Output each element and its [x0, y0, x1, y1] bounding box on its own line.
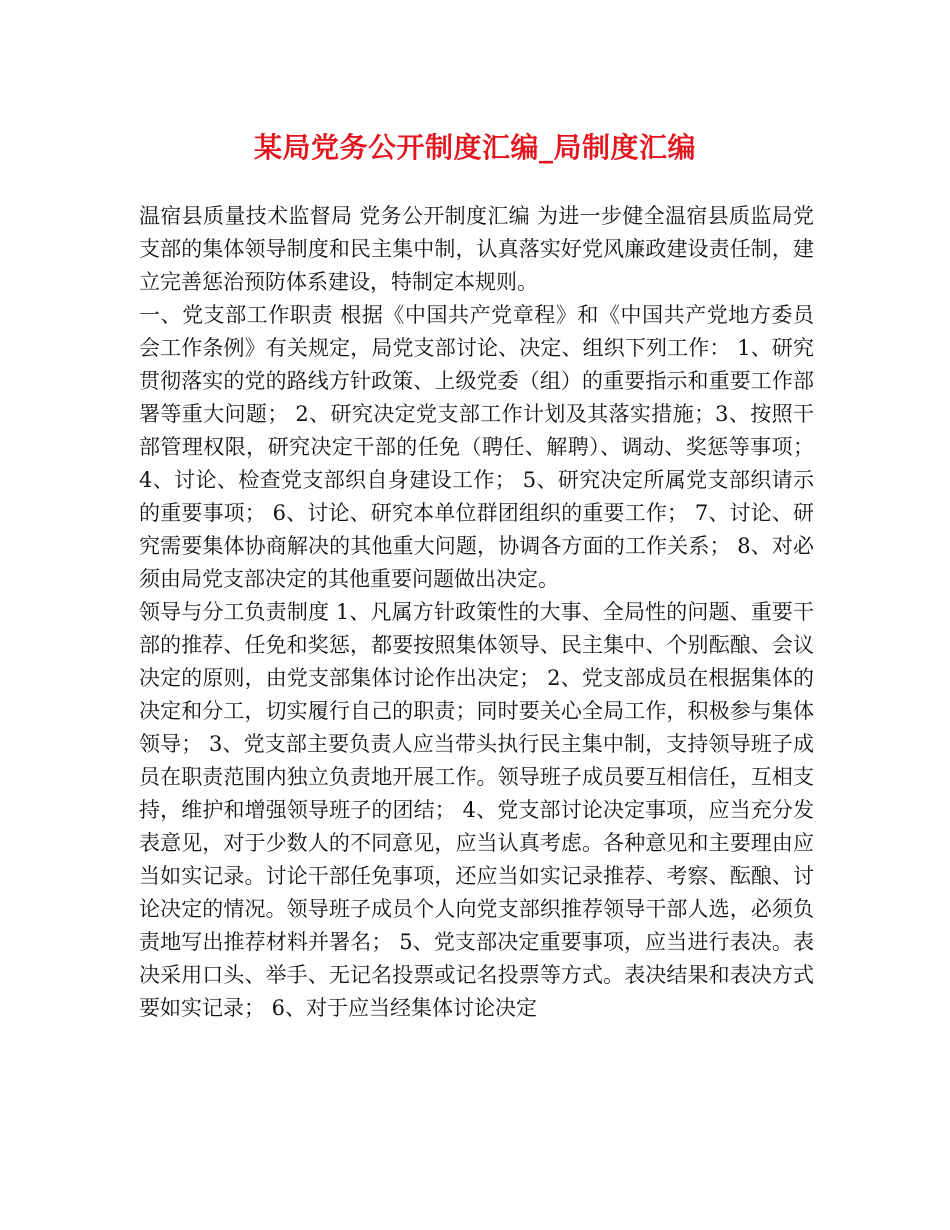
document-body [139, 200, 814, 1025]
paragraph-leadership: 领导与分工负责制度 1、凡属方针政策性的大事、全局性的问题、重要干部的推荐、任免和奖惩，都要按照集体领导、民主集中、个别酝酿、会议决定的原则，由党支部集体讨论作出决定； 2、党支部成员在根据集体的决定和分工，切实履行自己的职责；同时要关心全局工作，积极参与集体领导； 3、党支部主要负责人应当带头执行民主集中制，支持领导班子成员在职责范围内独立负责地开展工作。领导班子成员要互相信任，互相支持，维护和增强领导班子的团结； 4、党支部讨论决定事项，应当充分发表意见，对于少数人的不同意见，应当认真考虑。各种意见和主要理由应当如实记录。讨论干部任免事项，还应当如实记录推荐、考察、酝酿、讨论决定的情况。领导班子成员个人向党支部织推荐领导干部人选，必须负责地写出推荐材料并署名； 5、党支部决定重要事项，应当进行表决。表决采用口头、举手、无记名投票或记名投票等方式。表决结果和表决方式要如实记录； 6、对于应当经集体讨论决定 [139, 600, 814, 1020]
document-title: 某局党务公开制度汇编_局制度汇编 [253, 131, 696, 164]
paragraph-intro: 温宿县质量技术监督局 党务公开制度汇编 为进一步健全温宿县质监局党支部的集体领导制度和民主集中制，认真落实好党风廉政建设责任制，建立完善惩治预防体系建设，特制定本规则。 [139, 204, 814, 294]
paragraph-duties: 一、党支部工作职责 根据《中国共产党章程》和《中国共产党地方委员会工作条例》有关规定，局党支部讨论、决定、组织下列工作： 1、研究贯彻落实的党的路线方针政策、上级党委（组）的重要指示和重要工作部署等重大问题； 2、研究决定党支部工作计划及其落实措施；3、按照干部管理权限，研究决定干部的任免（聘任、解聘）、调动、奖惩等事项； 4、讨论、检查党支部织自身建设工作； 5、研究决定所属党支部织请示的重要事项； 6、讨论、研究本单位群团组织的重要工作； 7、讨论、研究需要集体协商解决的其他重大问题，协调各方面的工作关系； 8、对必须由局党支部决定的其他重要问题做出决定。 [139, 303, 814, 591]
